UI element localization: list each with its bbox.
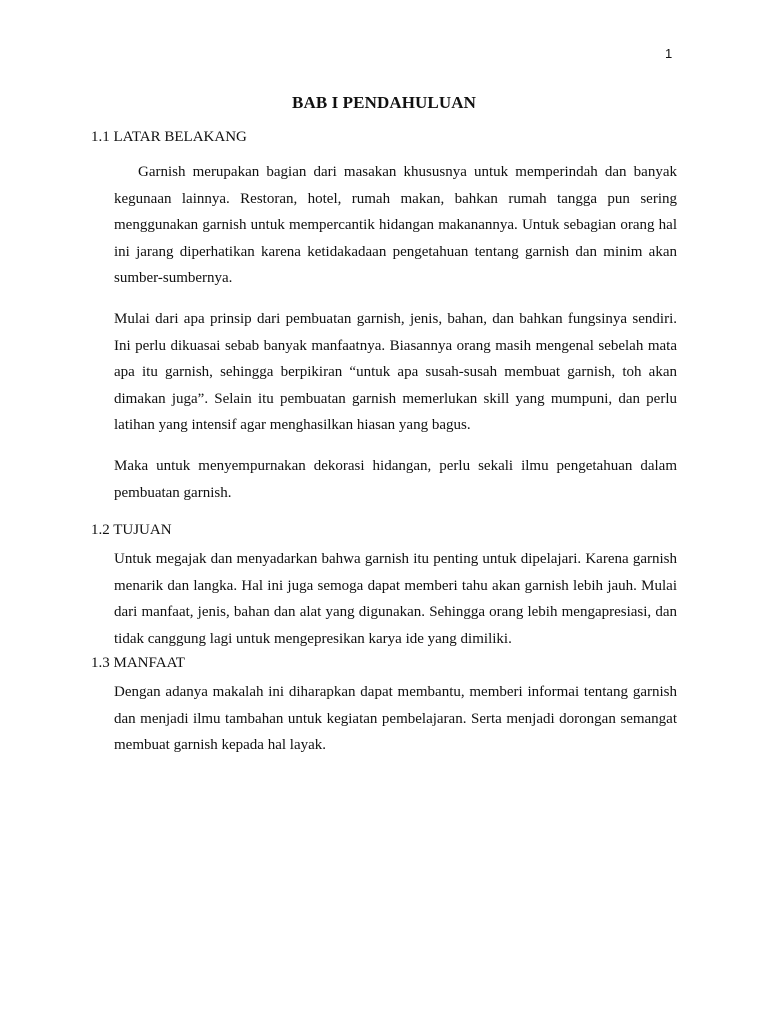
paragraph-tujuan: Untuk megajak dan menyadarkan bahwa garnish itu penting untuk dipelajari. Karena garnish menarik dan langka. Hal ini juga semoga dapat memberi tahu akan garnish lebih jauh. Mulai dari manfaat, jenis, bahan dan alat yang digunakan. Sehingga orang lebih mengapresiasi, dan tidak canggung lagi untuk mengepresikan karya ide yang dimiliki. bbox=[114, 551, 677, 647]
paragraph-latar-belakang-2: Mulai dari apa prinsip dari pembuatan garnish, jenis, bahan, dan bahkan fungsinya sendiri. Ini perlu dikuasai sebab banyak manfaatnya. Biasannya orang masih mengenal sebelah mata apa itu garnish, sehingga berpikiran “untuk apa susah-susah membuat garnish, toh akan dimakan juga”. Selain itu pembuatan garnish memerlukan skill yang mumpuni, dan perlu latihan yang intensif agar menghasilkan hiasan yang bagus. bbox=[114, 311, 677, 434]
paragraph-manfaat: Dengan adanya makalah ini diharapkan dapat membantu, memberi informai tentang garnish dan menjadi ilmu tambahan untuk kegiatan pembelajaran. Serta menjadi dorongan semangat membuat garnish kepada hal layak. bbox=[114, 684, 677, 754]
section-heading-tujuan: 1.2 TUJUAN bbox=[91, 522, 172, 538]
paragraph-latar-belakang-3: Maka untuk menyempurnakan dekorasi hidangan, perlu sekali ilmu pengetahuan dalam pembuatan garnish. bbox=[114, 458, 677, 501]
section-heading-latar-belakang: 1.1 LATAR BELAKANG bbox=[91, 129, 247, 145]
paragraph-latar-belakang-1: Garnish merupakan bagian dari masakan khususnya untuk memperindah dan banyak kegunaan lainnya. Restoran, hotel, rumah makan, bahkan rumah tangga pun sering menggunakan garnish untuk mempercantik hidangan makanannya. Untuk sebagian orang hal ini jarang diperhatikan karena ketidakadaan pengetahuan tentang garnish dan minim akan sumber-sumbernya. bbox=[114, 164, 677, 287]
section-heading-manfaat: 1.3 MANFAAT bbox=[91, 655, 185, 671]
page-number: 1 bbox=[665, 46, 673, 61]
chapter-title: BAB I PENDAHULUAN bbox=[292, 93, 476, 112]
